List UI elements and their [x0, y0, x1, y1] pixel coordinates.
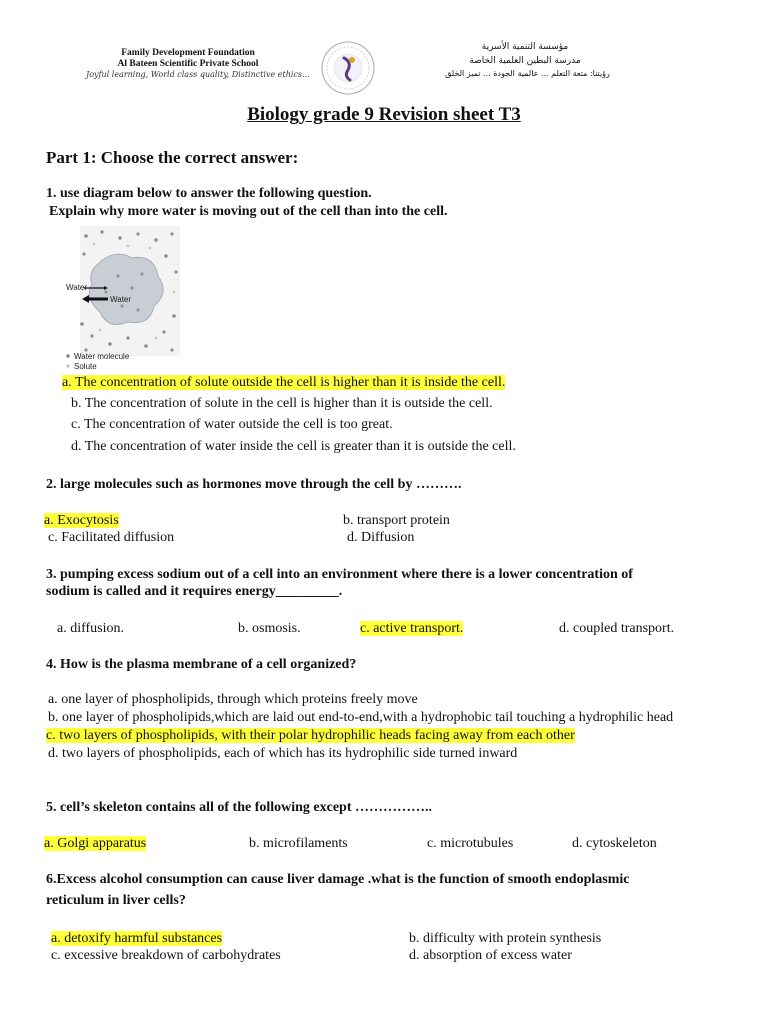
q4-option-d[interactable]: d. two layers of phospholipids, each of which has its hydrophilic side turned inward	[48, 746, 518, 761]
q2-option-d[interactable]: d. Diffusion	[347, 530, 415, 545]
q5-option-c[interactable]: c. microtubules	[427, 836, 514, 851]
diagram-label-water-outside: Water	[66, 283, 88, 292]
q1-text-line1: 1. use diagram below to answer the following question.	[46, 186, 372, 201]
part-heading: Part 1: Choose the correct answer:	[46, 148, 299, 167]
q4-text: 4. How is the plasma membrane of a cell organized?	[46, 657, 357, 672]
q3-option-c-text: c. active transport.	[360, 621, 464, 636]
q4-option-a[interactable]: a. one layer of phospholipids, through which proteins freely move	[48, 692, 418, 707]
q5-option-a[interactable]	[44, 836, 146, 852]
q1-option-a-text: a. The concentration of solute outside the cell is higher than it is inside the cell.	[62, 375, 506, 390]
q1-option-a[interactable]	[62, 375, 505, 391]
q5-text: 5. cell’s skeleton contains all of the following except ……………..	[46, 800, 433, 815]
q6-option-a-text: a. detoxify harmful substances	[51, 931, 223, 946]
q6-option-a[interactable]	[51, 931, 222, 947]
q5-option-d[interactable]: d. cytoskeleton	[572, 836, 657, 851]
q1-option-b[interactable]: b. The concentration of solute in the cell is higher than it is outside the cell.	[71, 396, 493, 411]
q3-text-line1: 3. pumping excess sodium out of a cell into an environment where there is a lower concentration of	[46, 567, 633, 582]
school-name-en: Al Bateen Scientific Private School	[117, 59, 259, 69]
q6-text-line1: 6.Excess alcohol consumption can cause liver damage .what is the function of smooth endoplasmic	[46, 872, 630, 887]
school-logo	[320, 40, 376, 96]
q4-option-b[interactable]: b. one layer of phospholipids,which are laid out end-to-end,with a hydrophobic tail touching a hydrophilic head	[48, 710, 674, 725]
org-name-ar: مؤسسة التنمية الأسرية	[481, 42, 569, 52]
diagram-label-water-inside: Water	[110, 295, 132, 304]
q1-option-c[interactable]: c. The concentration of water outside the cell is too great.	[71, 417, 393, 432]
q3-option-d[interactable]: d. coupled transport.	[559, 621, 675, 636]
q2-text: 2. large molecules such as hormones move through the cell by ……….	[46, 477, 462, 492]
q3-text-line2: sodium is called and it requires energy_________.	[46, 584, 343, 599]
school-name-ar: مدرسة البطين العلمية الخاصة	[469, 56, 581, 66]
q5-option-b[interactable]: b. microfilaments	[249, 836, 348, 851]
q6-text-line2: reticulum in liver cells?	[46, 893, 186, 908]
q6-option-b[interactable]: b. difficulty with protein synthesis	[409, 931, 602, 946]
q1-text-line2: Explain why more water is moving out of the cell than into the cell.	[49, 204, 448, 219]
q2-option-a-text: a. Exocytosis	[44, 513, 119, 528]
q1-option-d[interactable]: d. The concentration of water inside the cell is greater than it is outside the cell.	[71, 439, 516, 454]
q2-option-c[interactable]: c. Facilitated diffusion	[48, 530, 175, 545]
q3-option-b[interactable]: b. osmosis.	[238, 621, 301, 636]
osmosis-diagram	[62, 226, 182, 376]
q2-option-b[interactable]: b. transport protein	[343, 513, 450, 528]
q6-option-c[interactable]: c. excessive breakdown of carbohydrates	[51, 948, 281, 963]
diagram-legend-molecule: Water molecule	[74, 352, 130, 361]
page-title: Biology grade 9 Revision sheet T3	[247, 104, 521, 125]
q4-option-c-text: c. two layers of phospholipids, with their polar hydrophilic heads facing away from each other	[46, 728, 575, 743]
tagline-ar: رؤيتنا: متعة التعلم ... عالمية الجودة ... تميز الخلق	[445, 69, 610, 78]
q5-option-a-text: a. Golgi apparatus	[44, 836, 147, 851]
org-name-en: Family Development Foundation	[121, 48, 255, 58]
tagline-en: Joyful learning, World class quality, Distinctive ethics...	[86, 70, 310, 79]
q4-option-c[interactable]	[46, 728, 575, 744]
q6-option-d[interactable]: d. absorption of excess water	[409, 948, 572, 963]
q3-option-a[interactable]: a. diffusion.	[57, 621, 125, 636]
school-logo-icon	[320, 40, 376, 96]
diagram-legend-solute: Solute	[74, 362, 97, 371]
q3-option-c[interactable]	[360, 621, 463, 637]
q2-option-a[interactable]	[44, 513, 119, 529]
